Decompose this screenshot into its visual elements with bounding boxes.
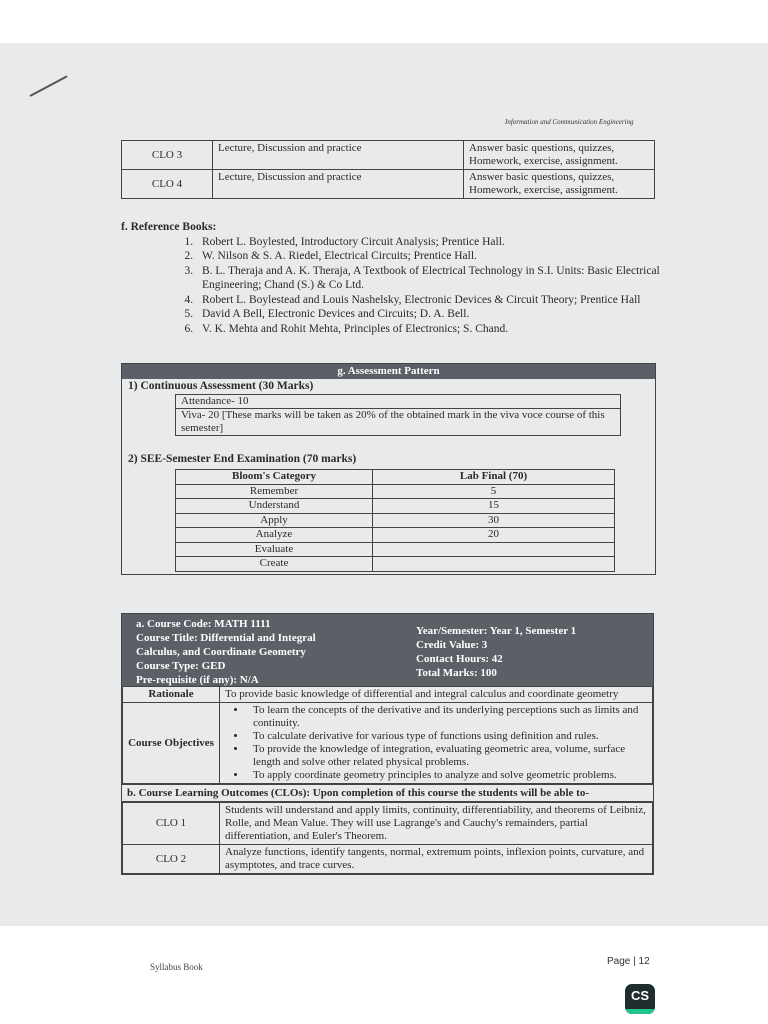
see-title: 2) SEE-Semester End Examination (70 marks)	[128, 453, 357, 465]
attendance-cell: Attendance- 10	[176, 395, 621, 409]
table-row	[176, 409, 621, 436]
reference-list	[121, 235, 661, 337]
continuous-assessment-title: 1) Continuous Assessment (30 Marks)	[128, 380, 314, 392]
course-header-left	[136, 617, 316, 687]
table-row	[122, 170, 655, 199]
table-row	[176, 557, 615, 572]
list-item: • To calculate derivative for various type of functions using definition and rules.	[247, 730, 647, 743]
course-header	[122, 614, 653, 686]
table-row	[176, 484, 615, 499]
credit-value: Credit Value: 3	[416, 639, 488, 651]
course-type: Course Type: GED	[136, 660, 226, 672]
table-row	[123, 703, 653, 784]
bloom-marks	[373, 557, 615, 572]
assessment-method: Answer basic questions, quizzes, Homework, exercise, assignment.	[464, 141, 655, 170]
bloom-category: Create	[176, 557, 373, 572]
bloom-category: Apply	[176, 513, 373, 528]
clo-table	[122, 802, 653, 874]
footer-left: Syllabus Book	[150, 962, 203, 972]
list-item: 1. Robert L. Boylested, Introductory Circuit Analysis; Prentice Hall.	[196, 235, 661, 250]
bloom-marks	[373, 542, 615, 557]
table-row	[176, 470, 615, 485]
course-details-table	[122, 686, 653, 784]
logo-text: CS	[630, 988, 650, 1003]
course-card	[121, 613, 654, 875]
list-item: 3. B. L. Theraja and A. K. Theraja, A Textbook of Electrical Technology in S.I. Units: Basic Electrical Engineering; Chand (S.) & Co Ltd.	[196, 264, 661, 293]
bloom-category: Remember	[176, 484, 373, 499]
table-row	[176, 395, 621, 409]
viva-cell: Viva- 20 [These marks will be taken as 20% of the obtained mark in the viva voce course of this semester]	[176, 409, 621, 436]
bloom-header: Bloom's Category	[176, 470, 373, 485]
course-title-2: Calculus, and Coordinate Geometry	[136, 646, 306, 658]
table-row	[176, 528, 615, 543]
scanned-page	[0, 43, 768, 972]
bloom-table	[175, 469, 615, 572]
table-row	[123, 845, 653, 874]
bloom-category: Analyze	[176, 528, 373, 543]
list-item: • To provide the knowledge of integration, evaluating geometric area, volume, surface length and solve other related physical problems.	[247, 743, 647, 769]
contact-hours: Contact Hours: 42	[416, 653, 503, 665]
pen-mark	[30, 75, 68, 96]
table-row	[123, 687, 653, 703]
assessment-title: g. Assessment Pattern	[122, 364, 655, 379]
objectives-list	[225, 704, 647, 782]
list-item: 2. W. Nilson & S. A. Riedel, Electrical Circuits; Prentice Hall.	[196, 249, 661, 264]
bloom-category: Evaluate	[176, 542, 373, 557]
list-item: • To apply coordinate geometry principles to analyze and solve geometric problems.	[247, 769, 647, 782]
table-row	[176, 542, 615, 557]
course-code: a. Course Code: MATH 1111	[136, 618, 271, 630]
clo-text: Students will understand and apply limits, continuity, differentiability, and theorems of Leibniz, Rolle, and Mean Value. They will use Lagrange's and Cauchy's remainders, partial differentiation, and Euler's Theorem.	[220, 803, 653, 845]
department-header: Information and Communication Engineering	[505, 118, 634, 126]
course-prereq: Pre-requisite (if any): N/A	[136, 674, 259, 686]
table-row	[176, 499, 615, 514]
clo-code: CLO 1	[123, 803, 220, 845]
objectives-cell	[220, 703, 653, 784]
bloom-marks: 20	[373, 528, 615, 543]
continuous-table	[175, 394, 621, 436]
bloom-marks: 15	[373, 499, 615, 514]
clo-intro: b. Course Learning Outcomes (CLOs): Upon completion of this course the students will be able to-	[122, 784, 653, 802]
clo-code: CLO 2	[123, 845, 220, 874]
assessment-method: Answer basic questions, quizzes, Homework, exercise, assignment.	[464, 170, 655, 199]
list-item: • To learn the concepts of the derivative and its underlying perceptions such as limits and continuity.	[247, 704, 647, 730]
bloom-marks: 30	[373, 513, 615, 528]
course-header-right	[416, 624, 576, 680]
bloom-marks: 5	[373, 484, 615, 499]
list-item: 5. David A Bell, Electronic Devices and Circuits; D. A. Bell.	[196, 307, 661, 322]
assessment-pattern	[121, 363, 656, 575]
camscanner-logo-icon	[625, 984, 655, 1014]
lab-header: Lab Final (70)	[373, 470, 615, 485]
year-semester: Year/Semester: Year 1, Semester 1	[416, 625, 577, 637]
reference-books-title: f. Reference Books:	[121, 221, 217, 233]
course-title-1: Course Title: Differential and Integral	[136, 632, 316, 644]
clo-text: Analyze functions, identify tangents, normal, extremum points, inflexion points, curvature, and asymptotes, and trace curves.	[220, 845, 653, 874]
objectives-label: Course Objectives	[123, 703, 220, 784]
clo-code: CLO 4	[122, 170, 213, 199]
logo-accent	[625, 1009, 655, 1014]
bloom-category: Understand	[176, 499, 373, 514]
table-row	[176, 513, 615, 528]
total-marks: Total Marks: 100	[416, 667, 497, 679]
rationale-text: To provide basic knowledge of differential and integral calculus and coordinate geometry	[220, 687, 653, 703]
table-row	[122, 141, 655, 170]
clo-code: CLO 3	[122, 141, 213, 170]
teaching-method: Lecture, Discussion and practice	[213, 170, 464, 199]
page-number: Page | 12	[607, 956, 650, 967]
rationale-label: Rationale	[123, 687, 220, 703]
clo-methods-table	[121, 140, 655, 199]
table-row	[123, 803, 653, 845]
list-item: 6. V. K. Mehta and Rohit Mehta, Principles of Electronics; S. Chand.	[196, 322, 661, 337]
list-item: 4. Robert L. Boylestead and Louis Nashelsky, Electronic Devices & Circuit Theory; Prentice Hall	[196, 293, 661, 308]
teaching-method: Lecture, Discussion and practice	[213, 141, 464, 170]
reference-books	[121, 220, 661, 336]
